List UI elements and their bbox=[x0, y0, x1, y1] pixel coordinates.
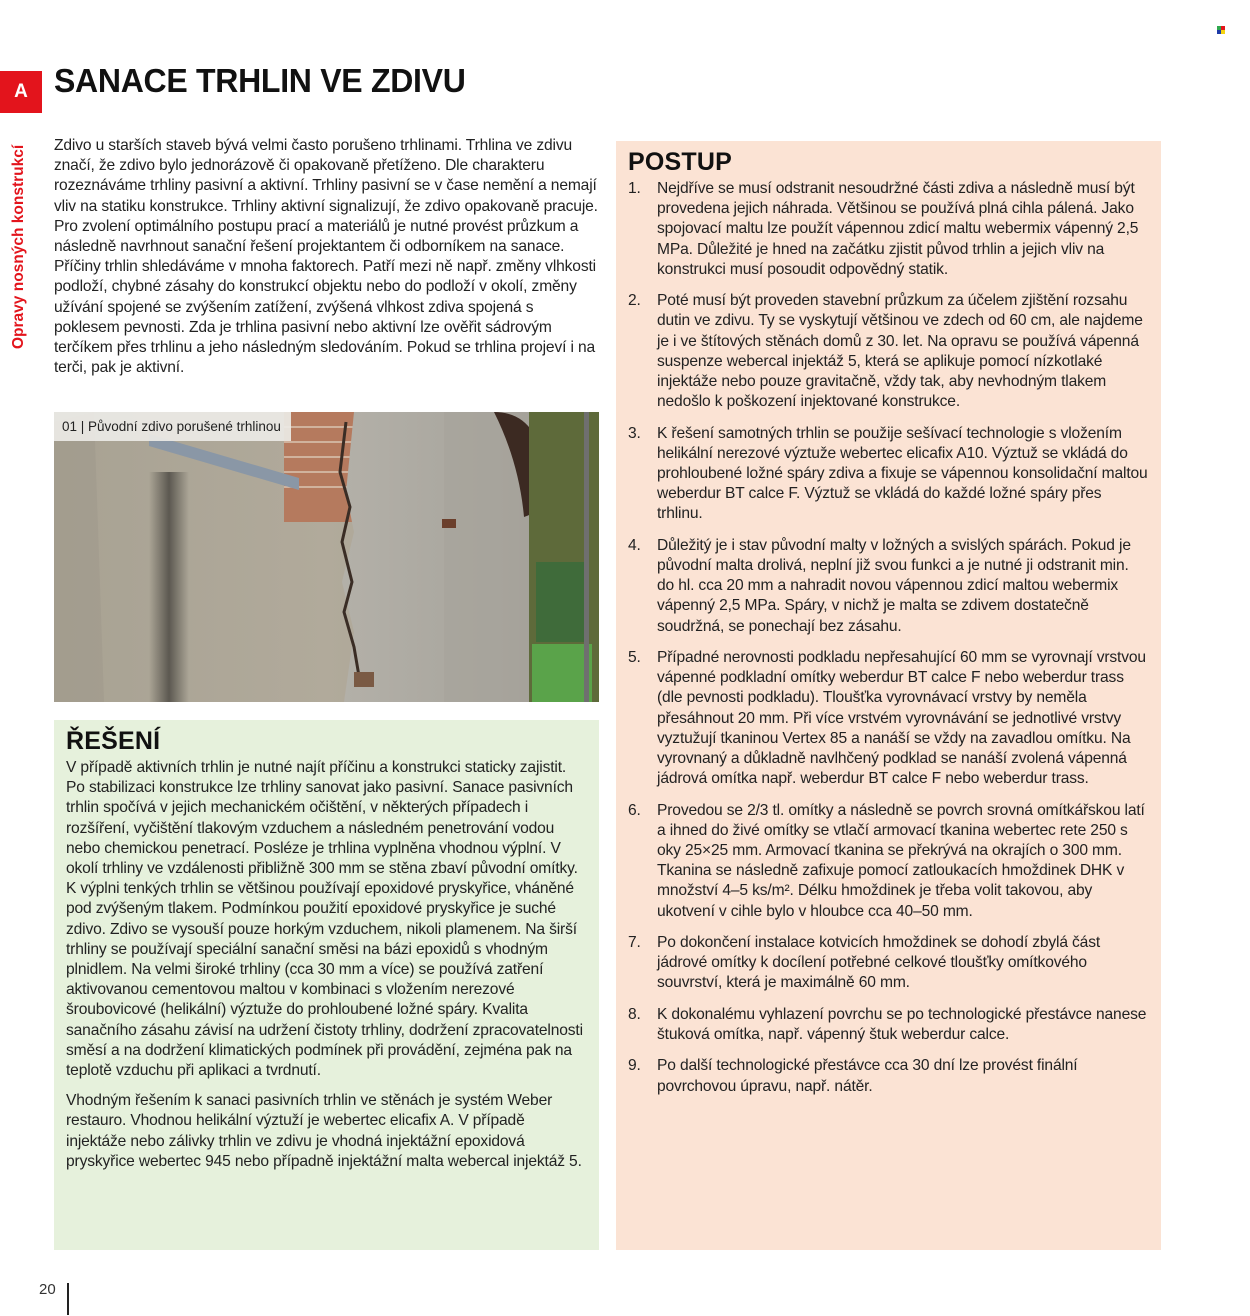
chapter-side-label: Opravy nosných konstrukcí bbox=[10, 144, 27, 349]
solution-paragraph: Vhodným řešením k sanaci pasivních trhlin ve stěnách je systém Weber restauro. Vhodnou helikální výztuží je webertec elicafix A. V případě injektáže nebo zálivky trhlin ve zdivu je vhodná injektážní epoxidová pryskyřice webertec 945 nebo případně injektážní malta webercal injektáž 5. bbox=[66, 1092, 582, 1170]
step-number: 3. bbox=[628, 424, 641, 442]
step-number: 9. bbox=[628, 1057, 641, 1075]
step-number: 2. bbox=[628, 292, 641, 310]
step-text: K řešení samotných trhlin se použije sešívací technologie s vložením helikální nerezové výztuže webertec elicafix A10. Výztuž se vkládá do prohloubené ložné spáry zdiva a fixuje se vápennou konsolidační maltou weberdur BT calce F. Výztuž se vkládá do každé ložné spáry přes trhlinu. bbox=[657, 424, 1148, 523]
cracked-wall-image bbox=[54, 412, 599, 702]
figure-caption: 01 | Původní zdivo porušené trhlinou bbox=[54, 412, 291, 441]
page-title: SANACE TRHLIN VE ZDIVU bbox=[54, 62, 466, 99]
procedure-step bbox=[628, 1056, 1149, 1096]
procedure-step bbox=[628, 801, 1149, 922]
procedure-box bbox=[616, 141, 1161, 1250]
procedure-heading: POSTUP bbox=[628, 148, 732, 176]
figure-cracked-wall-photo bbox=[54, 412, 599, 702]
step-number: 1. bbox=[628, 180, 641, 197]
step-number: 5. bbox=[628, 649, 641, 667]
step-text: Případné nerovnosti podkladu nepřesahující 60 mm se vyrovnají vrstvou vápenné podkladní omítky weberdur BT calce F nebo weberdur trass (dle pevnosti podkladu). Tloušťka vyrovnávací vrstvy by neměla přesáhnout 20 mm. Při více vrstvém vyrovnávání se jednotlivé vrstvy vyztužují tkaninou Vertex 85 a nanáší se vždy na zavadlou omítku. Na vyrovnaný a důkladně navlhčený podklad se nanáší zvolená vápenná jádrová omítka např. weberdur BT calce F nebo weberdur trass. bbox=[657, 649, 1146, 788]
step-number: 8. bbox=[628, 1005, 641, 1023]
solution-box bbox=[54, 720, 599, 1250]
intro-paragraph: Zdivo u starších staveb bývá velmi často porušeno trhlinami. Trhlina ve zdivu značí, že zdivo bylo jednorázově či opakovaně přetíženo. Dle charakteru rozeznáváme trhliny pasivní a aktivní. Trhliny pasivní se v čase nemění a nemají vliv na statiku konstrukce. Trhliny aktivní signalizují, že zdivo opakovaně pracuje. Pro zvolení optimálního postupu prací a materiálů je nutné provést průzkum a následně navrhnout sanační řešení projektantem či odborníkem na sanace. Příčiny trhlin shledáváme v mnoha faktorech. Patří mezi ně např. změny vlhkosti podloží, chybné zásahy do konstrukcí objektu nebo do podloží v okolí, změny užívání spojené se zvýšením zatížení, zvýšená vlhkost zdiva spojená s poklesem pevnosti. Zda je trhlina pasivní nebo aktivní lze ověřit sádrovým terčíkem přes trhlinu a jeho následným sledováním. Pokud se trhlina projeví i na terči, pak je aktivní. bbox=[54, 137, 598, 377]
procedure-step bbox=[628, 933, 1149, 994]
procedure-step bbox=[628, 291, 1149, 412]
procedure-step bbox=[628, 648, 1149, 789]
step-number: 4. bbox=[628, 536, 641, 554]
procedure-step bbox=[628, 424, 1149, 525]
solution-paragraph: V případě aktivních trhlin je nutné najít příčinu a konstrukci staticky zajistit. Po stabilizaci konstrukce lze trhliny sanovat jako pasivní. Sanace pasivních trhlin spočívá v jejich mechanickém očištění, v některých případech i rozšíření, vyčištění tlakovým vzduchem a následném penetrování vodou nebo chemickou penetrací. Posléze je trhlina vyplněna vhodnou výplní. V okolí trhliny ve vzdálenosti přibližně 300 mm se stěna zbaví původní omítky. K výplni tenkých trhlin se většinou používají epoxidové pryskyřice, vháněné pod zvýšeným tlakem. Podmínkou použití epoxidové pryskyřice je suché zdivo. Zdivo se vysouší pouze horkým vzduchem, nikoli plamenem. Na širší trhliny se používají speciální sanační směsi na bázi epoxidů s vhodným plnidlem. Na velmi široké trhliny (cca 30 mm a více) se používá zatření aktivovanou cementovou maltou v kombinaci s vložením nerezové šroubovicové (helikální) výztuže do prohloubené ložné spáry. Kvalita sanačního zásahu závisí na udržení čistoty trhliny, dodržení zpracovatelnosti směsí a na dodržení klimatických podmínek při provádění, zejména pak na teplotě vzduchu při aplikaci a tvrdnutí. bbox=[66, 759, 583, 1080]
section-letter: A bbox=[14, 81, 28, 102]
procedure-step bbox=[628, 1005, 1149, 1045]
section-tab bbox=[0, 71, 42, 113]
page-number-divider bbox=[67, 1283, 69, 1315]
step-number: 7. bbox=[628, 934, 641, 952]
page-number: 20 bbox=[39, 1281, 56, 1298]
step-text: Nejdříve se musí odstranit nesoudržné části zdiva a následně musí být provedena jejich náhrada. Většinou se používá plná cihla pálená. Jako spojovací maltu lze použít vápennou zdicí maltu webermix vápenný 2,5 MPa. Důležité je hned na začátku zjistit původ trhlin a jejich vliv na konstrukci musí posoudit odpovědný statik. bbox=[657, 180, 1139, 278]
step-text: Po další technologické přestávce cca 30 dní lze provést finální povrchovou úpravu, např. nátěr. bbox=[657, 1057, 1078, 1095]
procedure-step bbox=[628, 536, 1149, 637]
brand-logo-icon bbox=[1217, 26, 1225, 34]
step-text: Důležitý je i stav původní malty v ložných a svislých spárách. Pokud je původní malta drolivá, neplní již svou funkci a je nutné ji odstranit min. do hl. cca 20 mm a nahradit novou vápennou zdicí maltou webermix vápenný 2,5 MPa. Spáry, v nichž je malta se zdivem dostatečně soudržná, se ponechají bez zásahu. bbox=[657, 536, 1131, 635]
step-text: Po dokončení instalace kotvicích hmoždinek se dohodí zbylá část jádrové omítky k docílení potřebné celkové tloušťky omítkového souvrství, která je maximálně 60 mm. bbox=[657, 934, 1101, 992]
solution-heading: ŘEŠENÍ bbox=[66, 727, 161, 755]
step-text: Provedou se 2/3 tl. omítky a následně se povrch srovná omítkářskou latí a ihned do živé omítky se vtlačí armovací tkanina webertec rete 250 s oky 25×25 mm. Armovací tkanina se překrývá na okrajích o 300 mm. Tkanina se následně zafixuje pomocí zatloukacích hmoždinek DHK v množství 4–5 ks/m². Délku hmoždinek je třeba volit takovou, aby ukotvení v cihle bylo v hloubce cca 40–50 mm. bbox=[657, 801, 1145, 920]
step-text: Poté musí být proveden stavební průzkum za účelem zjištění rozsahu dutin ve zdivu. Ty se vyskytují většinou ve zdech od 60 cm, ale najdeme je i ve štítových stěnách domů z 30. let. Na opravu se používá vápenná suspenze webercal injektáž 5, která se aplikuje pomocí nízkotlaké injektáže nebo pouze gravitačně, vždy tak, aby nevhodným tlakem nedošlo k poškození injektované konstrukce. bbox=[657, 292, 1143, 411]
step-number: 6. bbox=[628, 801, 641, 819]
procedure-steps-list bbox=[628, 179, 1149, 1097]
procedure-step bbox=[628, 179, 1149, 280]
step-text: K dokonalému vyhlazení povrchu se po technologické přestávce nanese štuková omítka, např. vápenný štuk weberdur calce. bbox=[657, 1005, 1147, 1044]
